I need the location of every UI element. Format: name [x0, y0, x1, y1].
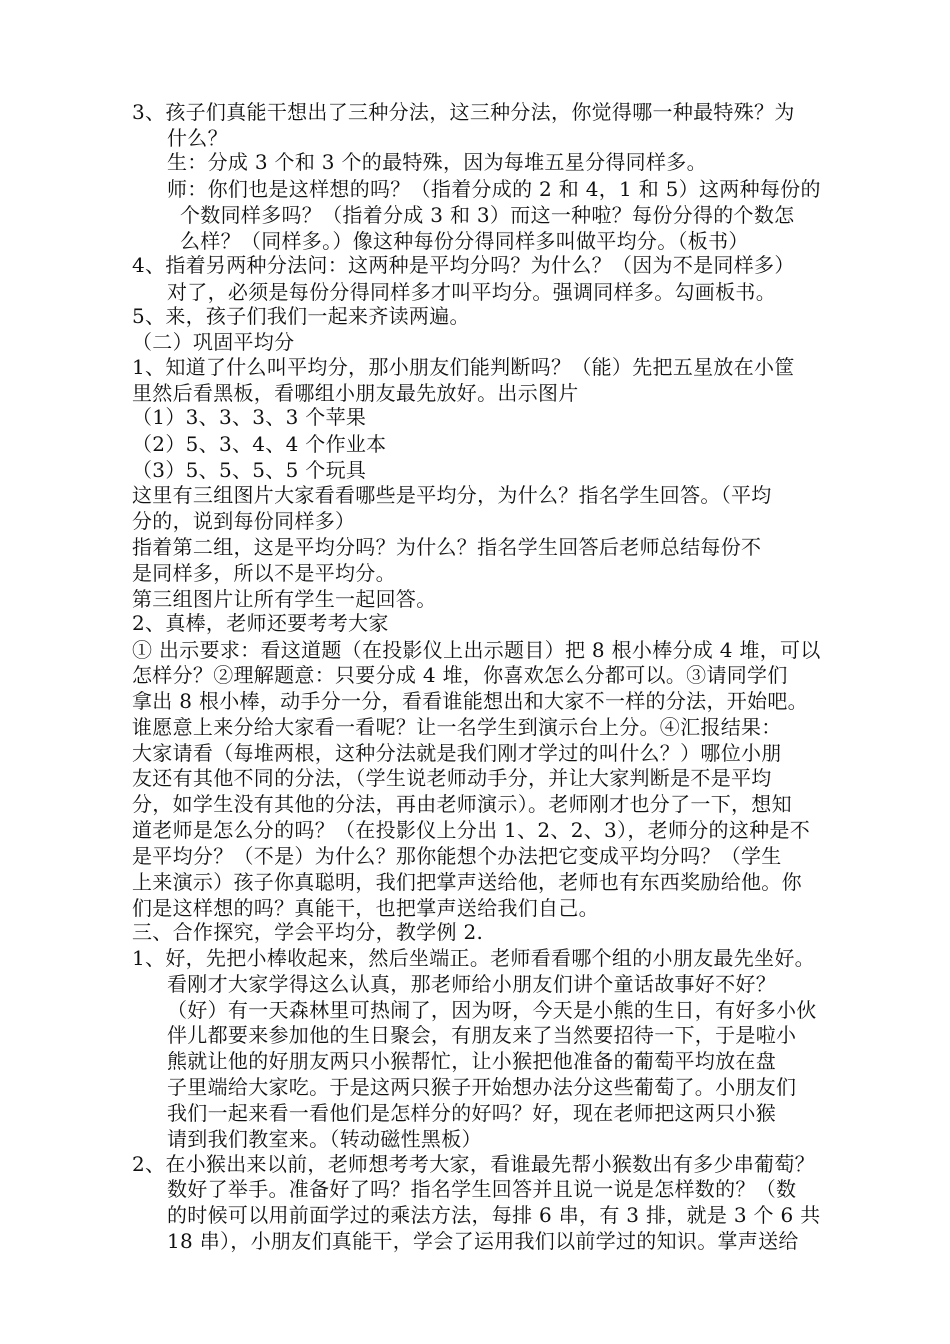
text-line: 里然后看黑板，看哪组小朋友最先放好。出示图片 — [132, 381, 579, 405]
text-line: 4、指着另两种分法问：这两种是平均分吗？为什么？（因为不是同样多） — [132, 253, 795, 277]
text-line: 2、真棒，老师还要考考大家 — [132, 611, 389, 635]
text-line: ① 出示要求：看这道题（在投影仪上出示题目）把 8 根小棒分成 4 堆，可以 — [132, 638, 821, 662]
text-line: 这里有三组图片大家看看哪些是平均分，为什么？指名学生回答。（平均 — [132, 483, 772, 507]
text-line: 5、来，孩子们我们一起来齐读两遍。 — [132, 304, 470, 328]
text-line: （好）有一天森林里可热闹了，因为呀，今天是小熊的生日，有好多小伙 — [167, 998, 817, 1022]
text-line: 怎样分？②理解题意：只要分成 4 堆，你喜欢怎么分都可以。③请同学们 — [132, 663, 788, 687]
text-line: 第三组图片让所有学生一起回答。 — [132, 587, 437, 611]
text-line: 伴儿都要来参加他的生日聚会，有朋友来了当然要招待一下，于是啦小 — [167, 1023, 797, 1047]
text-line: 分，如学生没有其他的分法，再由老师演示）。老师刚才也分了一下，想知 — [132, 792, 792, 816]
text-line: 么样？（同样多。）像这种每份分得同样多叫做平均分。（板书） — [180, 229, 749, 253]
text-line: 的时候可以用前面学过的乘法方法，每排 6 串，有 3 排，就是 3 个 6 共 — [167, 1203, 821, 1227]
text-line: 1、知道了什么叫平均分，那小朋友们能判断吗？（能）先把五星放在小筐 — [132, 355, 795, 379]
text-line: 我们一起来看一看他们是怎样分的好吗？好，现在老师把这两只小猴 — [167, 1101, 776, 1125]
text-line: 指着第二组，这是平均分吗？为什么？指名学生回答后老师总结每份不 — [132, 535, 762, 559]
text-line: 子里端给大家吃。于是这两只猴子开始想办法分这些葡萄了。小朋友们 — [167, 1075, 797, 1099]
text-line: 对了，必须是每份分得同样多才叫平均分。强调同样多。勾画板书。 — [167, 280, 776, 304]
text-line: （3）5、5、5、5 个玩具 — [132, 458, 367, 482]
text-line: 拿出 8 根小棒，动手分一分，看看谁能想出和大家不一样的分法，开始吧。 — [132, 689, 808, 713]
text-line: （2）5、3、4、4 个作业本 — [132, 432, 387, 456]
text-line: 们是这样想的吗？真能干，也把掌声送给我们自己。 — [132, 896, 599, 920]
text-line: 谁愿意上来分给大家看一看呢？让一名学生到演示台上分。④汇报结果： — [132, 715, 782, 739]
text-line: 3、孩子们真能干想出了三种分法，这三种分法，你觉得哪一种最特殊？为 — [132, 100, 795, 124]
text-line: 道老师是怎么分的吗？（在投影仪上分出 1、2、2、3），老师分的这种是不 — [132, 818, 811, 842]
text-line: 请到我们教室来。（转动磁性黑板） — [167, 1127, 482, 1151]
text-line: 18 串），小朋友们真能干，学会了运用我们以前学过的知识。掌声送给 — [167, 1229, 799, 1253]
text-line: 是平均分？（不是）为什么？那你能想个办法把它变成平均分吗？（学生 — [132, 844, 782, 868]
text-line: 是同样多，所以不是平均分。 — [132, 561, 396, 585]
text-line: 生：分成 3 个和 3 个的最特殊，因为每堆五星分得同样多。 — [167, 150, 707, 174]
text-line: 1、好，先把小棒收起来，然后坐端正。老师看看哪个组的小朋友最先坐好。 — [132, 946, 815, 970]
text-line: 大家请看（每堆两根，这种分法就是我们刚才学过的叫什么？）哪位小朋 — [132, 741, 782, 765]
text-line: 数好了举手。准备好了吗？指名学生回答并且说一说是怎样数的？（数 — [167, 1177, 797, 1201]
text-line: （1）3、3、3、3 个苹果 — [132, 405, 367, 429]
text-line: 熊就让他的好朋友两只小猴帮忙，让小猴把他准备的葡萄平均放在盘 — [167, 1049, 776, 1073]
text-line: 师：你们也是这样想的吗？（指着分成的 2 和 4，1 和 5）这两种每份的 — [167, 177, 821, 201]
text-line: 分的，说到每份同样多） — [132, 509, 356, 533]
text-line: 上来演示）孩子你真聪明，我们把掌声送给他，老师也有东西奖励给他。你 — [132, 870, 802, 894]
text-line: 个数同样多吗？（指着分成 3 和 3）而这一种啦？每份分得的个数怎 — [180, 203, 795, 227]
text-line: （二）巩固平均分 — [132, 330, 295, 354]
text-line: 2、在小猴出来以前，老师想考考大家，看谁最先帮小猴数出有多少串葡萄？ — [132, 1152, 815, 1176]
text-line: 三、合作探究，学会平均分，教学例 2. — [132, 920, 484, 944]
text-line: 看刚才大家学得这么认真，那老师给小朋友们讲个童话故事好不好？ — [167, 972, 776, 996]
text-line: 什么？ — [167, 126, 228, 150]
text-line: 友还有其他不同的分法，（学生说老师动手分，并让大家判断是不是平均 — [132, 766, 772, 790]
